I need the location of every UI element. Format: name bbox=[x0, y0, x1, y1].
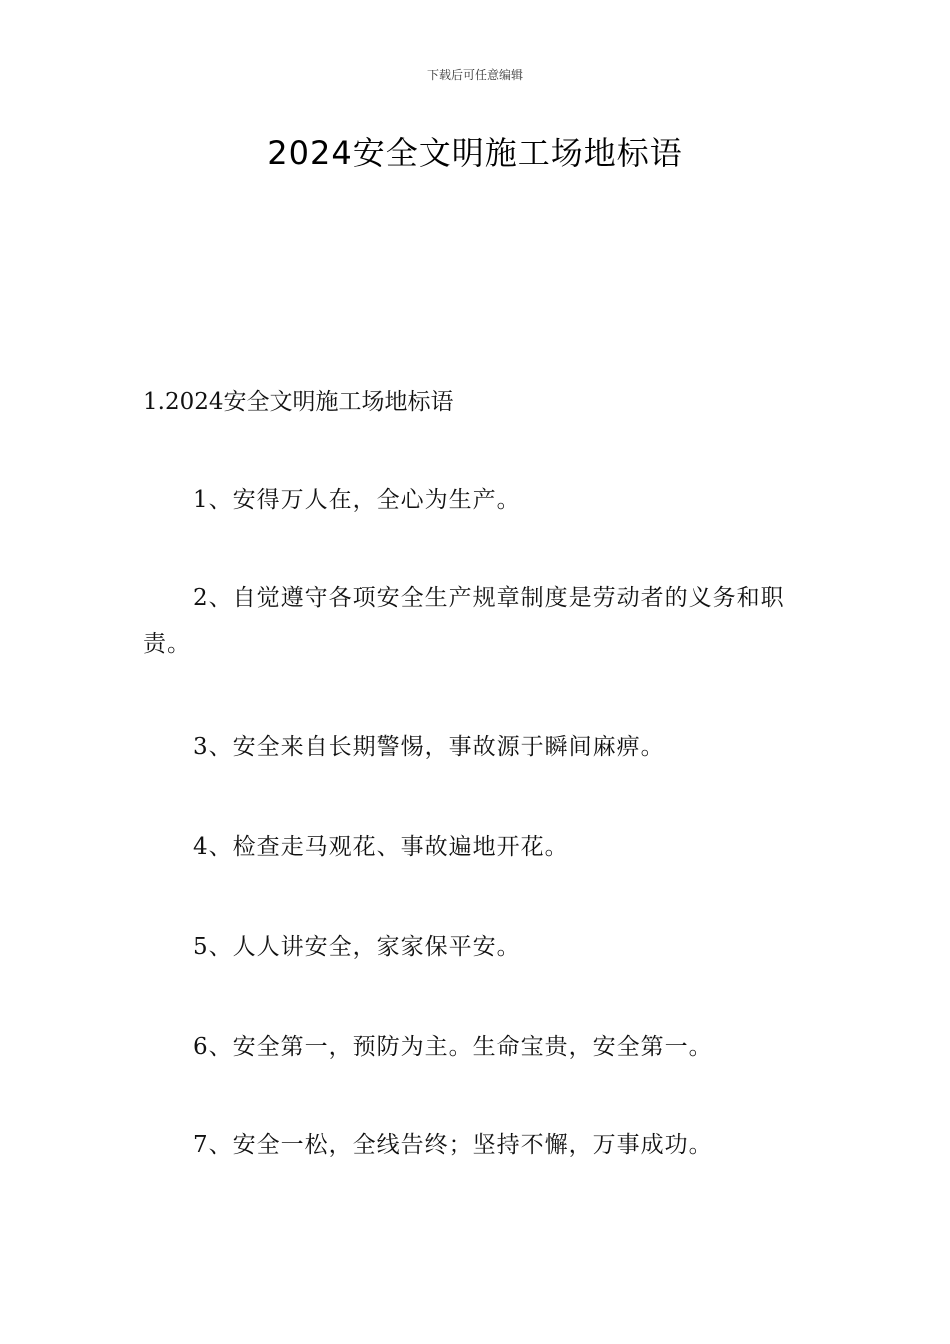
slogan-item: 3、安全来自长期警惕，事故源于瞬间麻痹。 bbox=[193, 734, 665, 760]
slogan-item: 1、安得万人在，全心为生产。 bbox=[193, 487, 521, 513]
slogan-item: 4、检查走马观花、事故遍地开花。 bbox=[193, 834, 569, 860]
slogan-item: 5、人人讲安全，家家保平安。 bbox=[193, 934, 521, 960]
header-note: 下载后可任意编辑 bbox=[426, 68, 523, 82]
section-heading: 1.2024安全文明施工场地标语 bbox=[143, 389, 454, 415]
document-title: 2024安全文明施工场地标语 bbox=[267, 134, 683, 172]
slogan-item: 2、自觉遵守各项安全生产规章制度是劳动者的义务和职责。 bbox=[143, 585, 785, 657]
slogan-item: 6、安全第一，预防为主。生命宝贵，安全第一。 bbox=[193, 1034, 713, 1060]
slogan-item: 7、安全一松，全线告终；坚持不懈，万事成功。 bbox=[193, 1132, 713, 1158]
